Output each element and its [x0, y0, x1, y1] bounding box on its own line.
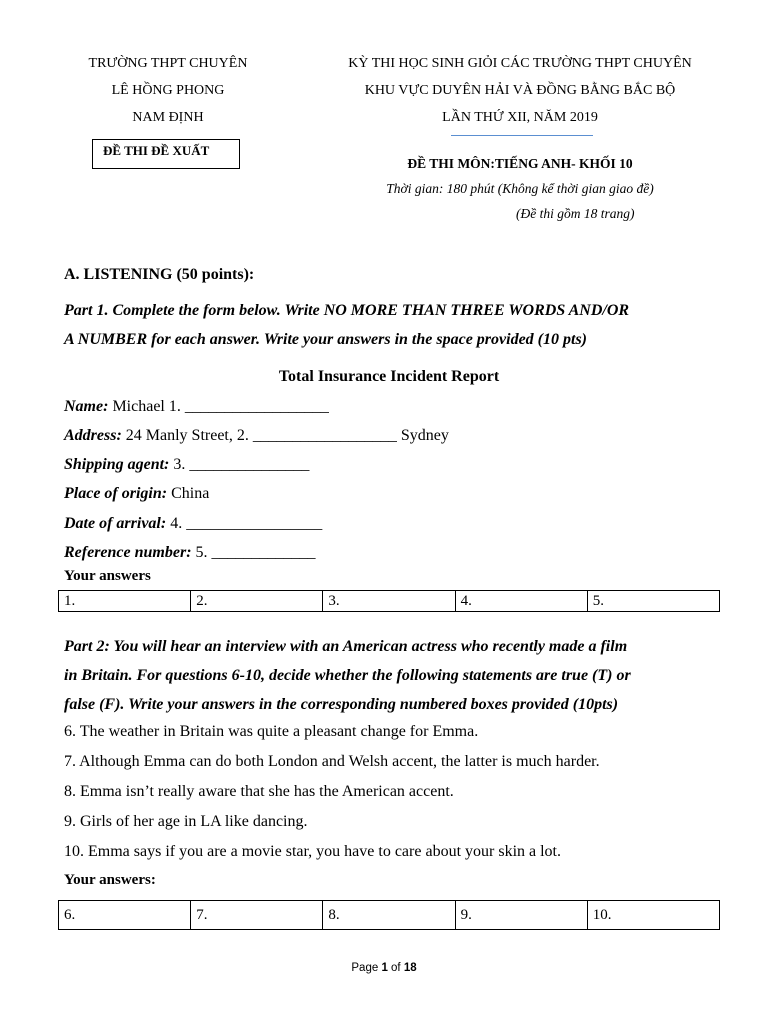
- footer-current-page: 1: [381, 962, 388, 974]
- statement-10: 10. Emma says if you are a movie star, you have to care about your skin a lot.: [64, 843, 561, 860]
- footer-total-pages: 18: [403, 962, 417, 974]
- answer-cell-8[interactable]: 8.: [323, 901, 455, 930]
- form-value: 5. _____________: [191, 544, 316, 561]
- answer-cell-9[interactable]: 9.: [455, 901, 587, 930]
- form-label: Shipping agent:: [64, 456, 170, 473]
- exam-page-count: (Đề thi gồm 18 trang): [516, 206, 635, 221]
- answer-cell-7[interactable]: 7.: [191, 901, 323, 930]
- exam-title-line3: LẦN THỨ XII, NĂM 2019: [442, 110, 598, 125]
- footer-prefix: Page: [351, 962, 382, 974]
- part2-instruction-line2: in Britain. For questions 6-10, decide whether the following statements are true (T) or: [64, 667, 631, 684]
- form-field-name: [64, 398, 329, 416]
- part2-instructions: [64, 632, 718, 719]
- title-divider: [451, 135, 593, 136]
- part1-instructions: [64, 296, 718, 354]
- form-field-address: [64, 427, 449, 445]
- exam-title-line1: KỲ THI HỌC SINH GIỎI CÁC TRƯỜNG THPT CHUYÊN: [348, 56, 692, 71]
- answer-cell-6[interactable]: 6.: [59, 901, 191, 930]
- part1-your-answers-label: Your answers: [64, 568, 151, 584]
- exam-subject: ĐỀ THI MÔN:TIẾNG ANH- KHỐI 10: [407, 156, 633, 171]
- form-field-shipping-agent: [64, 456, 309, 474]
- part2-your-answers-label: Your answers:: [64, 872, 156, 888]
- form-field-place-of-origin: [64, 485, 209, 503]
- answer-cell-4[interactable]: 4.: [455, 591, 587, 612]
- part2-answer-table: [58, 900, 720, 930]
- part1-instruction-line2: A NUMBER for each answer. Write your answers in the space provided (10 pts): [64, 331, 588, 348]
- answer-cell-10[interactable]: 10.: [587, 901, 719, 930]
- school-name-line2: LÊ HỒNG PHONG: [111, 83, 225, 98]
- statement-7: 7. Although Emma can do both London and Welsh accent, the latter is much harder.: [64, 753, 600, 770]
- form-label: Reference number:: [64, 544, 192, 561]
- answer-cell-2[interactable]: 2.: [191, 591, 323, 612]
- form-label: Name:: [64, 398, 109, 415]
- form-field-date-of-arrival: [64, 515, 322, 533]
- answer-cell-3[interactable]: 3.: [323, 591, 455, 612]
- statement-8: 8. Emma isn’t really aware that she has the American accent.: [64, 783, 454, 800]
- section-heading: A. LISTENING (50 points):: [64, 266, 255, 283]
- statement-9: 9. Girls of her age in LA like dancing.: [64, 813, 308, 830]
- answer-cell-1[interactable]: 1.: [59, 591, 191, 612]
- form-value: 24 Manly Street, 2. __________________ Sydney: [121, 427, 449, 444]
- form-value: 4. _________________: [166, 515, 323, 532]
- form-field-reference-number: [64, 544, 316, 562]
- part1-instruction-line1: Part 1. Complete the form below. Write NO MORE THAN THREE WORDS AND/OR: [64, 302, 630, 319]
- exam-title-line2: KHU VỰC DUYÊN HẢI VÀ ĐỒNG BẰNG BẮC BỘ: [364, 83, 676, 98]
- form-value: 3. _______________: [169, 456, 310, 473]
- part1-answer-table: [58, 590, 720, 612]
- form-value: China: [167, 485, 210, 502]
- form-label: Place of origin:: [64, 485, 168, 502]
- form-value: Michael 1. __________________: [108, 398, 329, 415]
- form-label: Date of arrival:: [64, 515, 167, 532]
- school-city: NAM ĐỊNH: [132, 110, 204, 125]
- school-name-block: [40, 50, 296, 131]
- statement-6: 6. The weather in Britain was quite a pleasant change for Emma.: [64, 723, 479, 740]
- school-name-line1: TRƯỜNG THPT CHUYÊN: [88, 56, 248, 71]
- footer-of: of: [387, 962, 404, 974]
- exam-time: Thời gian: 180 phút (Không kể thời gian giao đề): [386, 181, 654, 196]
- page-footer: [0, 962, 768, 974]
- form-label: Address:: [64, 427, 122, 444]
- answer-cell-5[interactable]: 5.: [587, 591, 719, 612]
- exam-title-block: [300, 50, 740, 131]
- part2-instruction-line1: Part 2: You will hear an interview with an American actress who recently made a film: [64, 638, 628, 655]
- form-title: Total Insurance Incident Report: [278, 368, 500, 385]
- part2-instruction-line3: false (F). Write your answers in the corresponding numbered boxes provided (10pts): [64, 696, 619, 713]
- proposal-box: ĐỀ THI ĐỀ XUẤT: [92, 139, 240, 169]
